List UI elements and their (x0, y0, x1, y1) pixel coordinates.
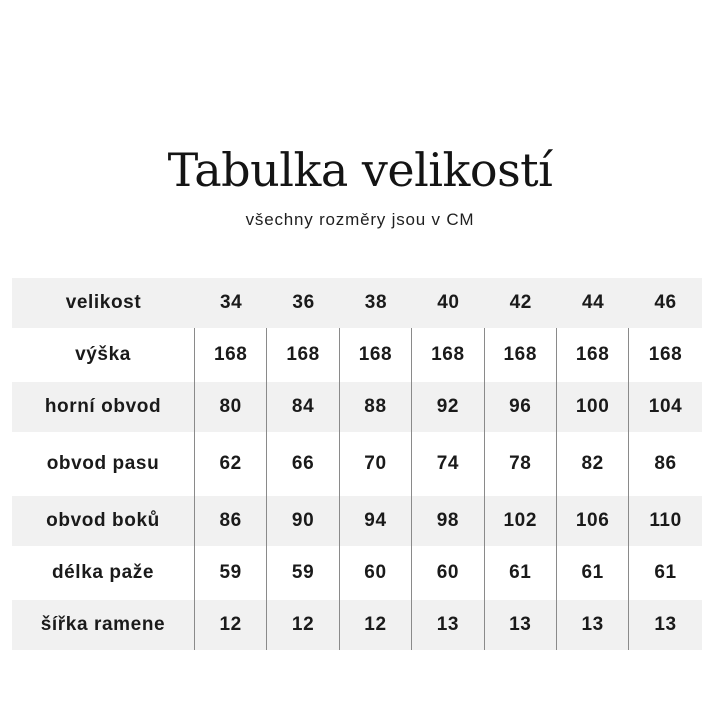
header-size: 38 (364, 292, 388, 313)
table-row (12, 328, 702, 382)
table-cell: 84 (267, 382, 339, 432)
header-size: 46 (654, 292, 677, 313)
table-cell: 78 (485, 432, 557, 496)
table-cell: 110 (649, 510, 682, 531)
table-cell: 12 (340, 600, 412, 650)
row-label: šířka ramene (12, 600, 195, 650)
table-row (12, 432, 702, 496)
table-cell: 168 (648, 344, 683, 365)
table-row (12, 496, 702, 546)
table-cell: 13 (485, 600, 557, 650)
table-cell: 104 (648, 396, 683, 417)
table-cell: 90 (267, 496, 339, 546)
row-label: obvod boků (12, 496, 195, 546)
table-cell: 13 (557, 600, 629, 650)
table-cell: 66 (267, 432, 339, 496)
table-cell: 168 (195, 328, 267, 382)
table-cell: 106 (557, 496, 629, 546)
table-header-row (12, 278, 702, 328)
row-label: výška (12, 328, 195, 382)
table-cell: 74 (412, 432, 484, 496)
table-cell: 86 (195, 496, 267, 546)
table-cell: 168 (485, 328, 557, 382)
table-cell: 100 (557, 382, 629, 432)
table-cell: 12 (195, 600, 267, 650)
page-subtitle: všechny rozměry jsou v CM (245, 210, 475, 229)
table-row (12, 546, 702, 600)
row-label: délka paže (12, 546, 195, 600)
row-label: obvod pasu (12, 432, 195, 496)
table-cell: 13 (412, 600, 484, 650)
table-cell: 168 (557, 328, 629, 382)
table-cell: 61 (654, 562, 677, 583)
header-size: 44 (581, 292, 605, 313)
table-cell: 59 (195, 546, 267, 600)
table-row (12, 382, 702, 432)
table-cell: 86 (654, 453, 677, 474)
table-cell: 70 (340, 432, 412, 496)
header-size: 42 (509, 292, 532, 313)
table-cell: 60 (340, 546, 412, 600)
page-title: Tabulka velikostí (167, 143, 553, 197)
row-label: horní obvod (12, 382, 195, 432)
table-cell: 168 (340, 328, 412, 382)
table-cell: 96 (485, 382, 557, 432)
table-cell: 59 (267, 546, 339, 600)
table-cell: 60 (412, 546, 484, 600)
header-label: velikost (65, 292, 142, 313)
table-cell: 80 (195, 382, 267, 432)
table-cell: 62 (195, 432, 267, 496)
table-row (12, 600, 702, 650)
table-cell: 88 (340, 382, 412, 432)
table-cell: 61 (485, 546, 557, 600)
header-size: 40 (437, 292, 460, 313)
header-size: 36 (292, 292, 315, 313)
table-cell: 12 (267, 600, 339, 650)
table-cell: 168 (267, 328, 339, 382)
table-cell: 82 (557, 432, 629, 496)
table-cell: 94 (340, 496, 412, 546)
table-cell: 13 (654, 614, 677, 635)
header-size: 34 (220, 292, 243, 313)
table-cell: 61 (557, 546, 629, 600)
table-cell: 98 (412, 496, 484, 546)
table-cell: 168 (412, 328, 484, 382)
table-cell: 92 (412, 382, 484, 432)
table-cell: 102 (485, 496, 557, 546)
size-table (12, 278, 702, 650)
